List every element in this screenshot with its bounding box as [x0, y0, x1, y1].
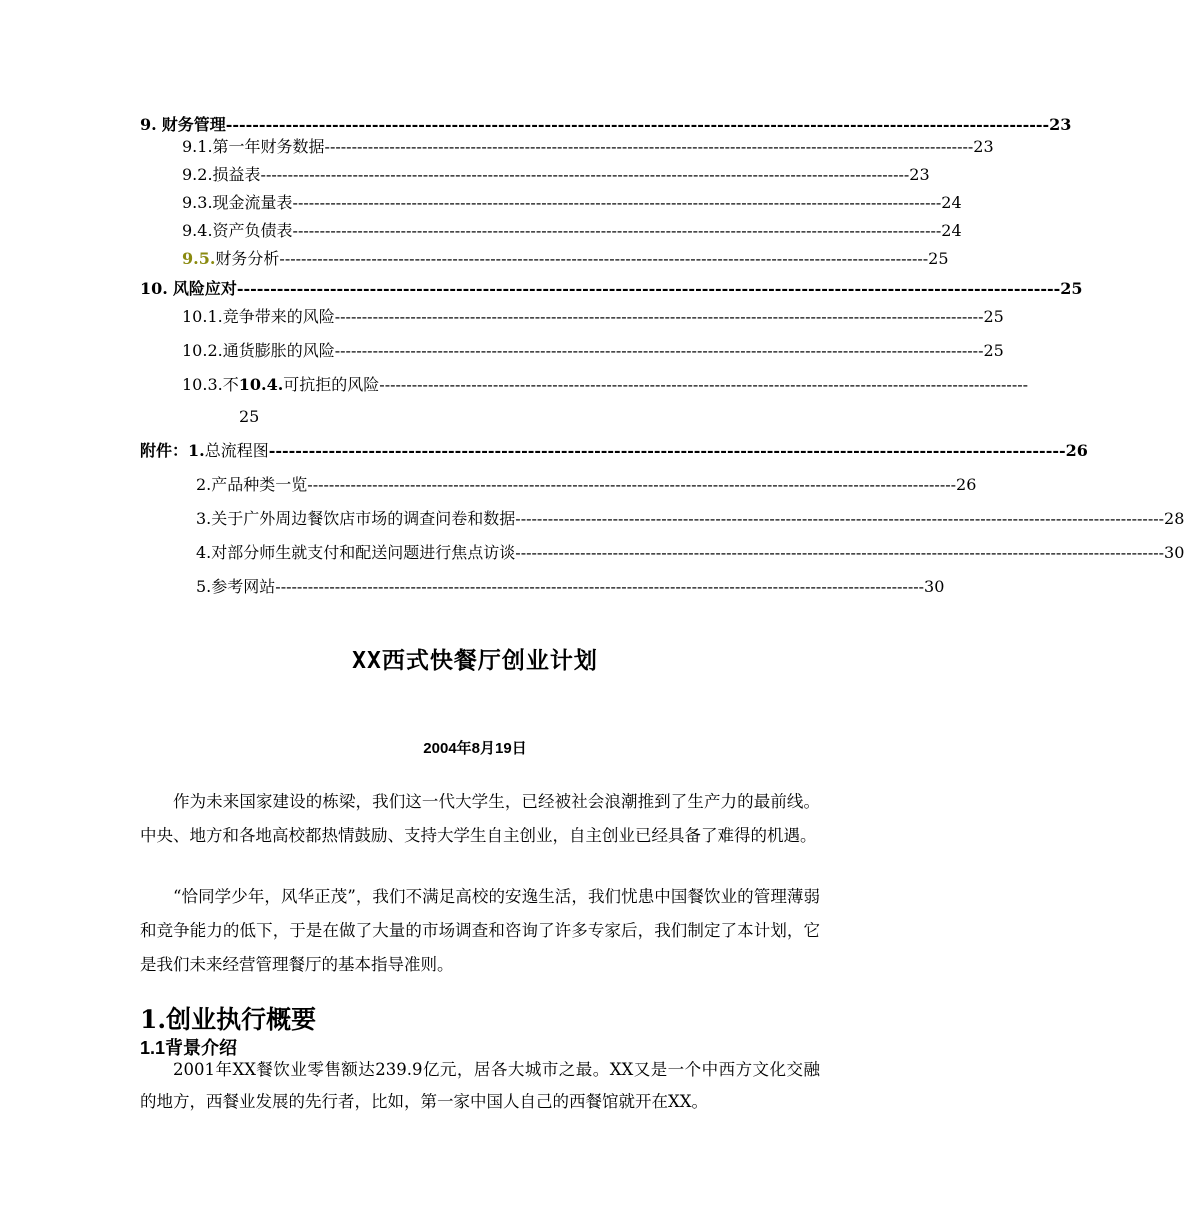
toc-title: 财务管理 — [161, 115, 226, 134]
toc-page: 25 — [983, 341, 1004, 360]
toc-number: 3. — [196, 509, 212, 528]
toc-entry-10-3-page — [239, 406, 299, 428]
toc-leader: ------------------------------------------------------------------------------------------------------------------------ — [268, 441, 1066, 460]
toc-title: 产品种类一览 — [211, 475, 308, 494]
toc-number: 9.4. — [182, 221, 213, 240]
toc-appendix-2[interactable] — [196, 474, 977, 496]
toc-page: 25 — [239, 407, 260, 426]
toc-page: 26 — [956, 475, 977, 494]
toc-leader: ------------------------------------------------------------------------------------------------------------------------ — [275, 577, 925, 596]
toc-leader: ------------------------------------------------------------------------------------------------------------------------ — [260, 165, 910, 184]
toc-number: 10.1. — [182, 307, 223, 326]
toc-page: 23 — [973, 137, 994, 156]
toc-leader: ---------------------------------------------------------------------------------------------------------------------------- — [225, 115, 1050, 134]
toc-title-embedded-number: 10.4. — [238, 375, 284, 394]
intro-paragraph-1: 作为未来国家建设的栋梁，我们这一代大学生，已经被社会浪潮推到了生产力的最前线。中央、地方和各地高校都热情鼓励、支持大学生自主创业，自主创业已经具备了难得的机遇。 — [140, 792, 820, 845]
toc-page: 26 — [1065, 441, 1088, 460]
toc-appendix-1[interactable] — [140, 440, 1088, 462]
toc-page: 25 — [928, 249, 949, 268]
toc-entry-9[interactable] — [140, 114, 1072, 136]
toc-leader: ------------------------------------------------------------------------------------------------------------------------ — [515, 509, 1165, 528]
toc-title-prefix: 不 — [222, 375, 239, 394]
toc-title: 资产负债表 — [212, 221, 293, 240]
toc-title: 第一年财务数据 — [212, 137, 325, 156]
toc-entry-10-2[interactable] — [182, 340, 1004, 362]
toc-leader: ------------------------------------------------------------------------------------------------------------------------ — [379, 375, 1029, 394]
toc-leader: ------------------------------------------------------------------------------------------------------------------------ — [334, 341, 984, 360]
toc-number: 9.1. — [182, 137, 213, 156]
toc-title: 财务分析 — [215, 249, 280, 268]
toc-page: 24 — [941, 193, 962, 212]
toc-leader: ------------------------------------------------------------------------------------------------------------------------ — [279, 249, 929, 268]
toc-entry-10-3[interactable] — [182, 374, 1029, 396]
toc-title: 参考网站 — [211, 577, 276, 596]
toc-title: 损益表 — [212, 165, 261, 184]
toc-title: 可抗拒的风险 — [283, 375, 380, 394]
section-1-1-heading: 1.1背景介绍 — [140, 1038, 238, 1058]
toc-page: 23 — [909, 165, 930, 184]
toc-leader: ------------------------------------------------------------------------------------------------------------------------ — [324, 137, 974, 156]
intro-paragraph-2: “恰同学少年，风华正茂”，我们不满足高校的安逸生活，我们忧患中国餐饮业的管理薄弱和竞争能力的低下，于是在做了大量的市场调查和咨询了许多专家后，我们制定了本计划，它是我们未来经营管理餐厅的基本指导准则。 — [140, 887, 820, 974]
document-date: 2004年8月19日 — [423, 740, 527, 757]
toc-leader: ------------------------------------------------------------------------------------------------------------------------ — [292, 221, 942, 240]
toc-number: 9.3. — [182, 193, 213, 212]
toc-number: 10.2. — [182, 341, 223, 360]
toc-page: 23 — [1049, 115, 1072, 134]
toc-leader: ------------------------------------------------------------------------------------------------------------------------ — [292, 193, 942, 212]
toc-number-highlighted: 9.5. — [182, 249, 216, 268]
toc-leader: ------------------------------------------------------------------------------------------------------------------------ — [334, 307, 984, 326]
toc-page: 30 — [924, 577, 945, 596]
toc-leader: ------------------------------------------------------------------------------------------------------------------------ — [515, 543, 1165, 562]
toc-number: 10.3. — [182, 375, 223, 394]
toc-entry-9-5[interactable] — [182, 248, 949, 270]
toc-number: 附件：1. — [140, 441, 205, 460]
toc-page: 25 — [983, 307, 1004, 326]
section-1-1-paragraph: 2001年XX餐饮业零售额达239.9亿元，居各大城市之最。XX又是一个中西方文化交融的地方，西餐业发展的先行者，比如，第一家中国人自己的西餐馆就开在XX。 — [140, 1060, 820, 1111]
toc-page: 28 — [1164, 509, 1184, 528]
toc-title: 现金流量表 — [212, 193, 293, 212]
toc-leader: ------------------------------------------------------------------------------------------------------------------------ — [307, 475, 957, 494]
toc-number: 5. — [196, 577, 212, 596]
toc-appendix-4[interactable] — [196, 542, 1184, 564]
toc-title: 风险应对 — [172, 279, 237, 298]
document-title: XX西式快餐厅创业计划 — [352, 648, 598, 674]
toc-page: 24 — [941, 221, 962, 240]
section-1-heading: 1.创业执行概要 — [140, 1005, 317, 1034]
toc-page: 30 — [1164, 543, 1184, 562]
toc-entry-9-4[interactable] — [182, 220, 962, 242]
toc-entry-9-2[interactable] — [182, 164, 930, 186]
toc-appendix-3[interactable] — [196, 508, 1184, 530]
toc-number: 2. — [196, 475, 212, 494]
toc-leader: ---------------------------------------------------------------------------------------------------------------------------- — [236, 279, 1061, 298]
toc-title: 总流程图 — [204, 441, 269, 460]
toc-number: 4. — [196, 543, 212, 562]
toc-title: 对部分师生就支付和配送问题进行焦点访谈 — [211, 543, 516, 562]
toc-entry-9-1[interactable] — [182, 136, 994, 158]
toc-title: 通货膨胀的风险 — [222, 341, 335, 360]
toc-number: 9.2. — [182, 165, 213, 184]
toc-entry-9-3[interactable] — [182, 192, 962, 214]
toc-entry-10[interactable] — [140, 278, 1083, 300]
toc-appendix-5[interactable] — [196, 576, 945, 598]
toc-page: 25 — [1060, 279, 1083, 298]
toc-number: 9. — [140, 115, 157, 134]
toc-entry-10-1[interactable] — [182, 306, 1004, 328]
toc-title: 竞争带来的风险 — [222, 307, 335, 326]
toc-title: 关于广外周边餐饮店市场的调查问卷和数据 — [211, 509, 516, 528]
toc-number: 10. — [140, 279, 168, 298]
